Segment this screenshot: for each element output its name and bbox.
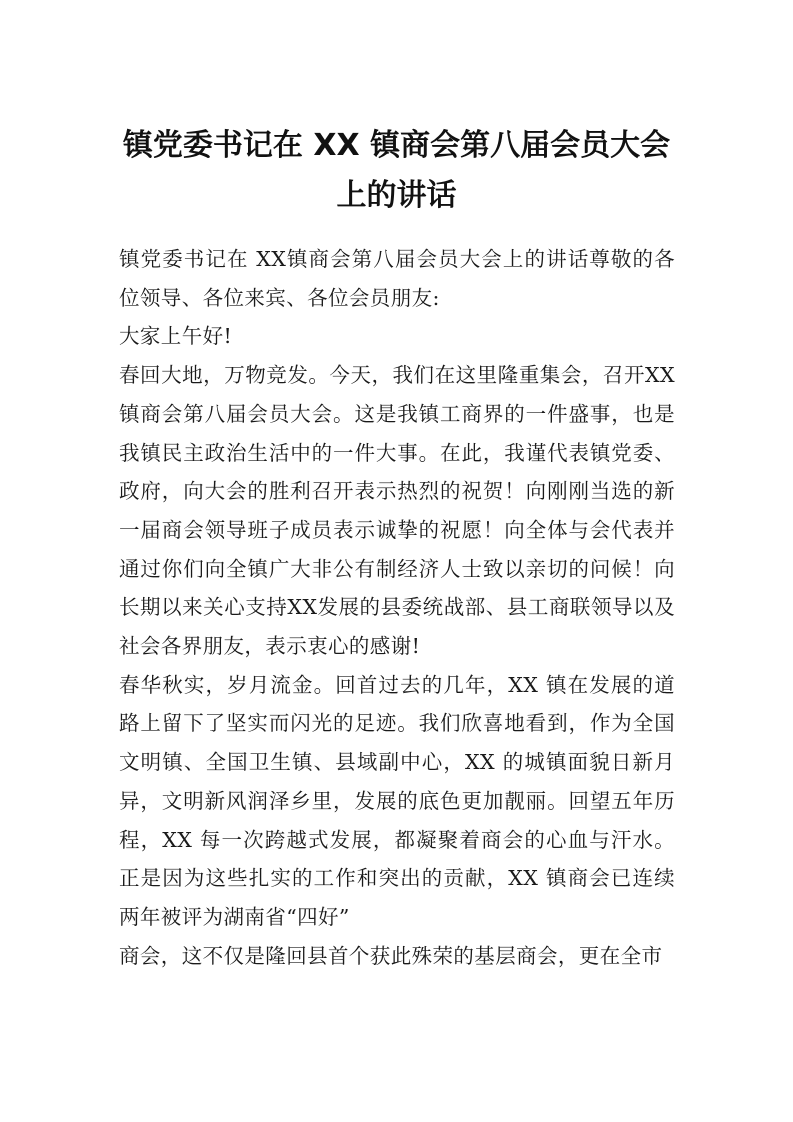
document-title-line-2: 上的讲话	[336, 178, 457, 213]
paragraph-honor: 商会，这不仅是隆回县首个获此殊荣的基层商会，更在全市	[119, 943, 663, 968]
document-title-line-1: 镇党委书记在 XX 镇商会第八届会员大会	[122, 128, 671, 163]
paragraph-congratulations: 春回大地，万物竞发。今天，我们在这里隆重集会，召开XX镇商会第八届会员大会。这是我镇工商界的一件盛事，也是我镇民主政治生活中的一件大事。在此，我谨代表镇党委、政府，向大会的胜利召开表示热烈的祝贺！向刚刚当选的新一届商会领导班子成员表示诚挚的祝愿！向全体与会代表并通过你们向全镇广大非公有制经济人士致以亲切的问候！向长期以来关心支持XX发展的县委统战部、县工商联领导以及社会各界朋友，表示衷心的感谢!	[119, 363, 675, 659]
paragraph-achievements: 春华秋实，岁月流金。回首过去的几年，XX 镇在发展的道路上留下了坚实而闪光的足迹。我们欣喜地看到，作为全国文明镇、全国卫生镇、县域副中心，XX 的城镇面貌日新月异，文明新风润泽乡里，发展的底色更加靓丽。回望五年历程，XX 每一次跨越式发展，都凝聚着商会的心血与汗水。正是因为这些扎实的工作和突出的贡献，XX 镇商会已连续两年被评为湖南省“四好”	[119, 672, 675, 929]
paragraph-opening: 镇党委书记在 XX镇商会第八届会员大会上的讲话尊敬的各位领导、各位来宾、各位会员朋友:	[119, 247, 675, 310]
document-body	[119, 240, 675, 975]
paragraph-greeting: 大家上午好!	[119, 324, 233, 349]
